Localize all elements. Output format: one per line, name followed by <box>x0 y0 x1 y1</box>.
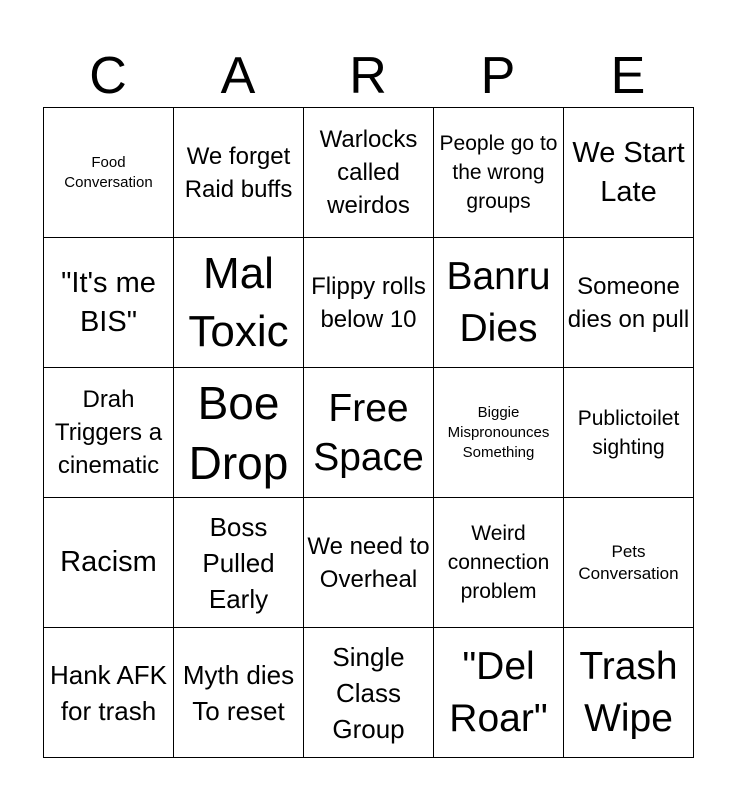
bingo-board <box>43 107 694 758</box>
cell-text: Pets Conversation <box>578 541 679 583</box>
bingo-cell-r5c4[interactable] <box>434 628 564 758</box>
bingo-cell-r1c1[interactable] <box>44 108 174 238</box>
cell-text: Free Space <box>313 386 424 479</box>
bingo-cell-r4c4[interactable] <box>434 498 564 628</box>
bingo-cell-r3c5[interactable] <box>564 368 694 498</box>
cell-text: Publictoilet sighting <box>577 406 680 459</box>
cell-text: Drah Triggers a cinematic <box>54 386 163 479</box>
header-letter-e: E <box>610 47 646 105</box>
cell-text: Trash Wipe <box>579 644 678 740</box>
bingo-cell-r5c5[interactable] <box>564 628 694 758</box>
cell-text: Boe Drop <box>188 376 289 489</box>
bingo-cell-r3c2[interactable] <box>174 368 304 498</box>
bingo-cell-r2c2[interactable] <box>174 238 304 368</box>
cell-text: Mal Toxic <box>188 248 289 356</box>
header-letter-p: P <box>480 47 516 105</box>
cell-text: We need to Overheal <box>307 532 430 593</box>
cell-text: Weird connection problem <box>447 522 550 603</box>
cell-text: "Del Roar" <box>449 644 548 740</box>
bingo-cell-r1c3[interactable] <box>304 108 434 238</box>
bingo-cell-r1c2[interactable] <box>174 108 304 238</box>
header-letter-c: C <box>89 47 127 105</box>
bingo-cell-r5c2[interactable] <box>174 628 304 758</box>
cell-text: Myth dies To reset <box>182 659 295 726</box>
cell-text: We forget Raid buffs <box>184 142 293 203</box>
header-letter-a: A <box>220 47 256 105</box>
cell-text: Someone dies on pull <box>567 272 690 333</box>
bingo-cell-r2c5[interactable] <box>564 238 694 368</box>
bingo-cell-r2c3[interactable] <box>304 238 434 368</box>
bingo-cell-r3c1[interactable] <box>44 368 174 498</box>
cell-text: We Start Late <box>572 136 685 208</box>
cell-text: Banru Dies <box>446 254 551 350</box>
cell-text: Flippy rolls below 10 <box>311 272 426 333</box>
bingo-cell-r3c4[interactable] <box>434 368 564 498</box>
cell-text: People go to the wrong groups <box>439 132 558 213</box>
header-letter-r: R <box>349 47 387 105</box>
bingo-cell-r4c5[interactable] <box>564 498 694 628</box>
bingo-cell-r3c3[interactable] <box>304 368 434 498</box>
bingo-cell-r4c3[interactable] <box>304 498 434 628</box>
cell-text: Food Conversation <box>64 153 153 191</box>
cell-text: Single Class Group <box>332 641 405 744</box>
bingo-cell-r4c1[interactable] <box>44 498 174 628</box>
cell-text: Racism <box>60 546 157 578</box>
cell-text: Hank AFK for trash <box>49 659 168 726</box>
bingo-cell-r2c1[interactable] <box>44 238 174 368</box>
bingo-cell-r5c3[interactable] <box>304 628 434 758</box>
bingo-cell-r1c5[interactable] <box>564 108 694 238</box>
bingo-cell-r4c2[interactable] <box>174 498 304 628</box>
bingo-header <box>43 44 693 108</box>
cell-text: "It's me BIS" <box>61 266 156 338</box>
cell-text: Biggie Mispronounces Something <box>447 403 550 461</box>
bingo-cell-r1c4[interactable] <box>434 108 564 238</box>
cell-text: Warlocks called weirdos <box>319 126 418 219</box>
bingo-cell-r2c4[interactable] <box>434 238 564 368</box>
bingo-cell-r5c1[interactable] <box>44 628 174 758</box>
cell-text: Boss Pulled Early <box>202 511 275 614</box>
